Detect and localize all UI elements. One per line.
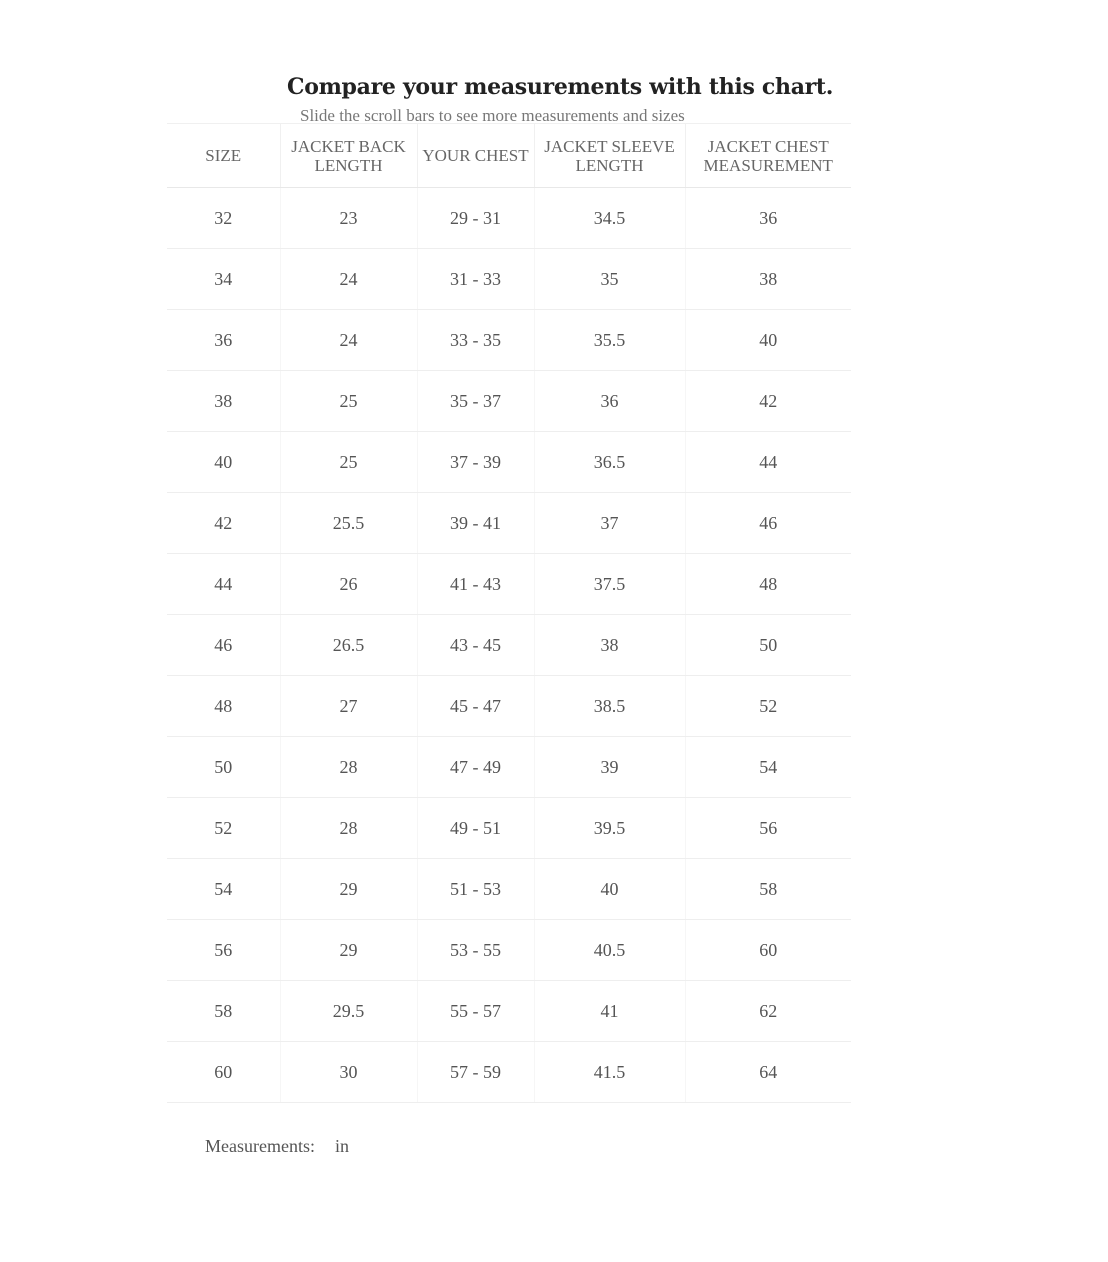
cell-jacket-sleeve-length: 35.5 [534,310,685,371]
measurements-unit-value: in [334,1136,349,1156]
header-jacket-back-length: JACKET BACK LENGTH [280,124,417,188]
cell-your-chest: 47 - 49 [417,737,534,798]
cell-jacket-sleeve-length: 40.5 [534,920,685,981]
cell-jacket-chest-measurement: 46 [685,493,851,554]
cell-jacket-chest-measurement: 42 [685,371,851,432]
cell-your-chest: 51 - 53 [417,859,534,920]
header-size: SIZE [167,124,280,188]
cell-jacket-sleeve-length: 40 [534,859,685,920]
cell-your-chest: 43 - 45 [417,615,534,676]
table-row [167,188,851,249]
table-row [167,981,851,1042]
cell-jacket-chest-measurement: 48 [685,554,851,615]
table-row [167,493,851,554]
cell-jacket-chest-measurement: 38 [685,249,851,310]
header-your-chest: YOUR CHEST [417,124,534,188]
cell-your-chest: 49 - 51 [417,798,534,859]
cell-jacket-back-length: 24 [280,310,417,371]
size-chart-table [167,123,851,1103]
cell-jacket-back-length: 28 [280,798,417,859]
table-row [167,249,851,310]
cell-jacket-back-length: 27 [280,676,417,737]
chart-title: Compare your measurements with this chart. [287,74,834,100]
cell-size: 44 [167,554,280,615]
cell-jacket-back-length: 23 [280,188,417,249]
cell-jacket-chest-measurement: 36 [685,188,851,249]
cell-jacket-chest-measurement: 50 [685,615,851,676]
table-row [167,432,851,493]
cell-jacket-chest-measurement: 52 [685,676,851,737]
cell-jacket-back-length: 24 [280,249,417,310]
cell-your-chest: 31 - 33 [417,249,534,310]
cell-size: 52 [167,798,280,859]
cell-jacket-back-length: 26 [280,554,417,615]
cell-jacket-sleeve-length: 37.5 [534,554,685,615]
cell-jacket-back-length: 30 [280,1042,417,1103]
table-header-row [167,124,851,188]
cell-your-chest: 57 - 59 [417,1042,534,1103]
cell-jacket-back-length: 29.5 [280,981,417,1042]
cell-size: 36 [167,310,280,371]
cell-size: 60 [167,1042,280,1103]
cell-your-chest: 53 - 55 [417,920,534,981]
cell-jacket-chest-measurement: 62 [685,981,851,1042]
cell-jacket-sleeve-length: 41.5 [534,1042,685,1103]
cell-your-chest: 45 - 47 [417,676,534,737]
cell-jacket-sleeve-length: 36 [534,371,685,432]
cell-jacket-sleeve-length: 38 [534,615,685,676]
table-row [167,615,851,676]
cell-jacket-sleeve-length: 39 [534,737,685,798]
cell-jacket-chest-measurement: 44 [685,432,851,493]
cell-size: 50 [167,737,280,798]
cell-jacket-chest-measurement: 54 [685,737,851,798]
chart-subtitle: Slide the scroll bars to see more measurements and sizes [300,106,685,125]
cell-jacket-back-length: 25.5 [280,493,417,554]
table-row [167,1042,851,1103]
cell-jacket-chest-measurement: 56 [685,798,851,859]
cell-jacket-chest-measurement: 58 [685,859,851,920]
cell-jacket-back-length: 29 [280,859,417,920]
cell-size: 42 [167,493,280,554]
table-row [167,737,851,798]
measurements-unit [205,1136,349,1157]
cell-size: 40 [167,432,280,493]
cell-size: 46 [167,615,280,676]
cell-jacket-chest-measurement: 60 [685,920,851,981]
table-row [167,310,851,371]
cell-jacket-back-length: 28 [280,737,417,798]
cell-size: 58 [167,981,280,1042]
cell-your-chest: 33 - 35 [417,310,534,371]
table-row [167,920,851,981]
cell-jacket-sleeve-length: 34.5 [534,188,685,249]
cell-your-chest: 37 - 39 [417,432,534,493]
table-row [167,676,851,737]
cell-jacket-sleeve-length: 37 [534,493,685,554]
cell-your-chest: 41 - 43 [417,554,534,615]
cell-size: 56 [167,920,280,981]
cell-jacket-chest-measurement: 40 [685,310,851,371]
table-body [167,188,851,1103]
table-row [167,859,851,920]
header-jacket-sleeve-length: JACKET SLEEVE LENGTH [534,124,685,188]
measurements-label: Measurements: [205,1136,315,1156]
cell-size: 32 [167,188,280,249]
cell-jacket-back-length: 25 [280,432,417,493]
header-jacket-chest-measurement: JACKET CHEST MEASUREMENT [685,124,851,188]
cell-jacket-sleeve-length: 36.5 [534,432,685,493]
cell-jacket-chest-measurement: 64 [685,1042,851,1103]
cell-your-chest: 29 - 31 [417,188,534,249]
table-row [167,371,851,432]
cell-jacket-sleeve-length: 39.5 [534,798,685,859]
cell-jacket-sleeve-length: 35 [534,249,685,310]
cell-your-chest: 39 - 41 [417,493,534,554]
cell-jacket-back-length: 29 [280,920,417,981]
cell-size: 38 [167,371,280,432]
cell-your-chest: 35 - 37 [417,371,534,432]
cell-jacket-back-length: 25 [280,371,417,432]
cell-your-chest: 55 - 57 [417,981,534,1042]
table-row [167,798,851,859]
cell-jacket-sleeve-length: 38.5 [534,676,685,737]
cell-size: 54 [167,859,280,920]
cell-size: 34 [167,249,280,310]
cell-size: 48 [167,676,280,737]
cell-jacket-sleeve-length: 41 [534,981,685,1042]
cell-jacket-back-length: 26.5 [280,615,417,676]
table-row [167,554,851,615]
